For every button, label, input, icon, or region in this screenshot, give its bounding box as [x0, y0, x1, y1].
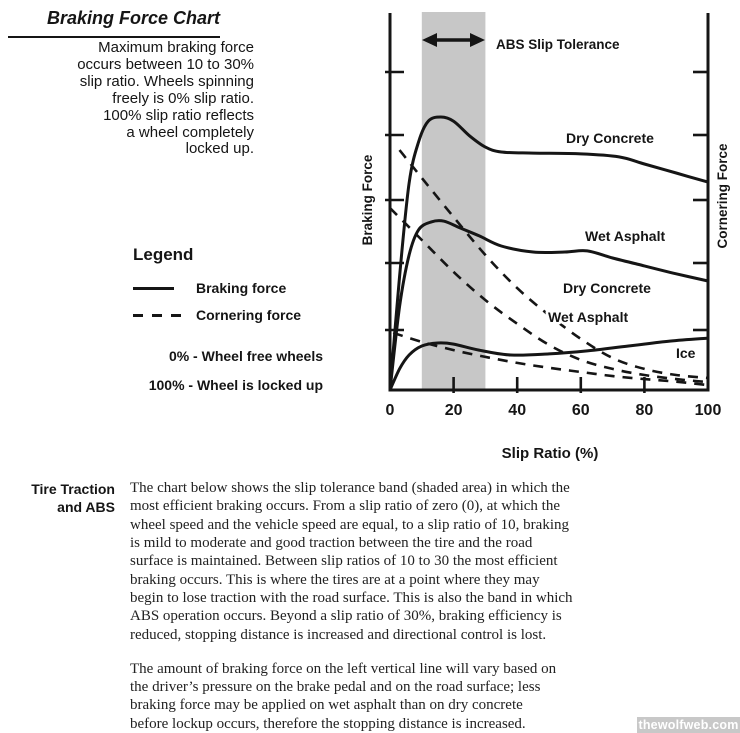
svg-text:0: 0 — [385, 402, 395, 419]
intro-line: occurs between 10 to 30% — [77, 55, 254, 73]
body-line: is mild to moderate and good traction between the tire and the road — [130, 535, 533, 552]
legend-heading: Legend — [133, 245, 194, 264]
label-dry-concrete-braking: Dry Concrete — [566, 130, 654, 146]
body-line: The chart below shows the slip tolerance band (shaded area) in which the — [130, 480, 570, 496]
svg-text:80: 80 — [635, 402, 654, 419]
chart-svg — [360, 0, 740, 475]
abs-band-label: ABS Slip Tolerance — [496, 37, 620, 52]
body-line: most efficient braking occurs. From a slip ratio of zero (0), at which the — [130, 498, 561, 515]
body-line: before lockup occurs, therefore the stopping distance is increased. — [130, 715, 526, 732]
intro-line: locked up. — [185, 140, 254, 158]
page-title: Braking Force Chart — [8, 8, 220, 38]
body-line: the driver’s pressure on the brake pedal and on the road surface; less — [130, 678, 541, 695]
body-line: wheel speed and the vehicle speed are equal, to a slip ratio of 10, braking — [130, 516, 570, 533]
legend-notes — [123, 348, 323, 405]
x-axis-label: Slip Ratio (%) — [501, 445, 599, 462]
body-line: The amount of braking force on the left vertical line will vary based on — [130, 660, 557, 677]
body-line: braking occurs. This is where the tires are at a point where they may — [130, 571, 540, 588]
label-dry-concrete-cornering: Dry Concrete — [563, 280, 651, 296]
intro-line: freely is 0% slip ratio. — [112, 89, 254, 107]
y-axis-left-label: Braking Force — [360, 154, 375, 246]
legend-item-cornering-force: Cornering force — [196, 307, 302, 323]
body-line: begin to lose traction with the road surface. This is also the band in which — [130, 590, 573, 607]
svg-text:100: 100 — [694, 402, 722, 419]
intro-line: 100% slip ratio reflects — [103, 106, 254, 124]
intro-line: Maximum braking force — [98, 39, 254, 56]
svg-text:60: 60 — [571, 402, 590, 419]
body-text — [130, 479, 690, 733]
intro-paragraph — [8, 40, 254, 158]
svg-text:20: 20 — [444, 402, 463, 419]
section-heading-line: and ABS — [57, 498, 115, 515]
paragraph-gap — [130, 644, 690, 660]
body-line: reduced, stopping distance is increased and directional control is lost. — [130, 626, 547, 643]
intro-line: slip ratio. Wheels spinning — [79, 72, 254, 90]
chart-labels — [360, 37, 730, 462]
y-axis-right-label: Cornering Force — [715, 143, 730, 249]
legend-dashed-line-sample — [133, 314, 182, 317]
label-wet-asphalt-cornering: Wet Asphalt — [548, 309, 629, 325]
body-line: ABS operation occurs. Beyond a slip ratio of 30%, braking efficiency is — [130, 608, 562, 625]
body-line: surface is maintained. Between slip ratios of 10 to 30 the most efficient — [130, 553, 558, 570]
legend-note-locked-up: 100% - Wheel is locked up — [148, 376, 323, 393]
watermark: thewolfweb.com — [638, 718, 739, 732]
legend-note-free-wheels: 0% - Wheel free wheels — [168, 348, 323, 364]
svg-text:40: 40 — [508, 402, 527, 419]
label-ice: Ice — [676, 345, 696, 361]
body-line: braking force may be applied on wet asphalt than on dry concrete — [130, 697, 523, 714]
abs-slip-band — [422, 12, 486, 390]
x-tick-labels — [386, 402, 722, 419]
legend-item-braking-force: Braking force — [196, 280, 287, 296]
label-wet-asphalt-braking: Wet Asphalt — [585, 228, 666, 244]
section-heading — [14, 481, 115, 516]
intro-line: a wheel completely — [126, 123, 254, 141]
legend-solid-line-sample — [133, 287, 174, 290]
section-heading-line: Tire Traction — [31, 481, 115, 497]
